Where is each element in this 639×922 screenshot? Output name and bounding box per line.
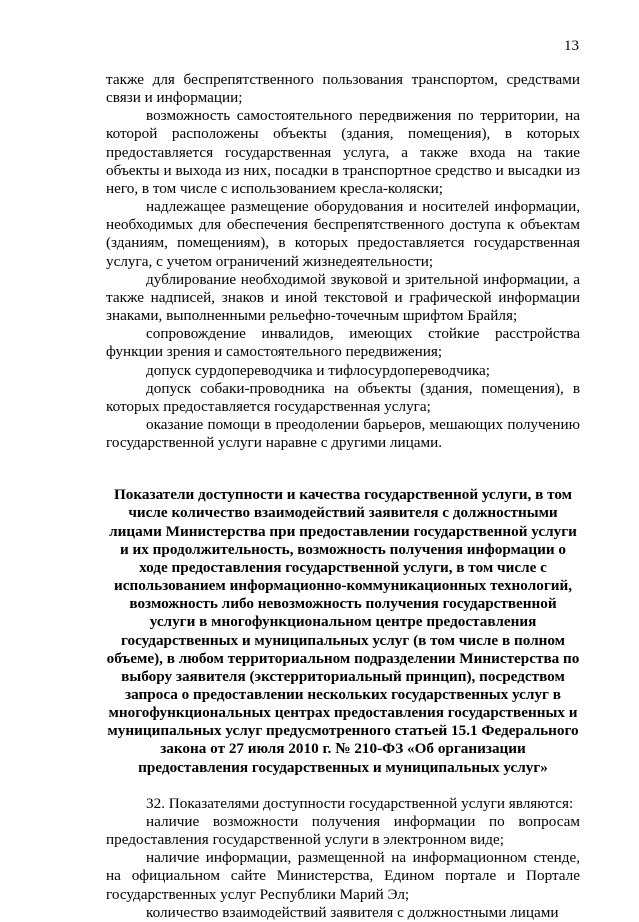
paragraph: допуск собаки-проводника на объекты (здания, помещения), в которых предоставляется государственная услуга; [106,379,580,415]
section-heading: Показатели доступности и качества государственной услуги, в том числе количество взаимодействий заявителя с должностными лицами Министерства при предоставлении государственной услуги и их продолжительность, возможность получения информации о ходе предоставления государственной услуги, в том числе с использованием информационно-коммуникационных технологий, возможность либо невозможность получения государственной услуги в многофункциональном центре предоставления государственных и муниципальных услуг (в том числе в полном объеме), в любом территориальном подразделении Министерства по выбору заявителя (экстерриториальный принцип), посредством запроса о предоставлении нескольких государственных услуг в многофункциональных центрах предоставления государственных и муниципальных услуг предусмотренного статьей 15.1 Федерального закона от 27 июля 2010 г. № 210-ФЗ «Об организации предоставления государственных и муниципальных услуг» [106,486,580,776]
paragraph: количество взаимодействий заявителя с должностными лицами [146,903,559,921]
paragraph: дублирование необходимой звуковой и зрительной информации, а также надписей, знаков и иной текстовой и графической информации знаками, выполненными рельефно-точечным шрифтом Брайля; [106,270,580,325]
paragraph: допуск сурдопереводчика и тифлосурдопереводчика; [146,361,490,379]
paragraph: также для беспрепятственного пользования транспортом, средствами связи и информации; [106,71,580,107]
page-number: 13 [564,38,579,54]
paragraph: 32. Показателями доступности государственной услуги являются: [146,794,574,812]
paragraph: наличие возможности получения информации по вопросам предоставления государственной услуги в электронном виде; [106,812,580,849]
paragraph: возможность самостоятельного передвижения по территории, на которой расположены объекты (здания, помещения), в которых предоставляется государственная услуга, а также входа на такие объекты и выхода из них, посадки в транспортное средство и высадки из него, в том числе с использованием кресла-коляски; [106,107,580,197]
paragraph: надлежащее размещение оборудования и носителей информации, необходимых для обеспечения беспрепятственного доступа к объектам (зданиям, помещениям), в которых предоставляется государственная услуга, с учетом ограничений жизнедеятельности; [106,198,580,270]
document-body [106,71,580,922]
paragraphs-top [106,71,580,452]
paragraph: сопровождение инвалидов, имеющих стойкие расстройства функции зрения и самостоятельного передвижения; [106,325,580,361]
paragraph: наличие информации, размещенной на информационном стенде, на официальном сайте Министерства, Едином портале и Портале государственных услуг Республики Марий Эл; [106,849,580,903]
paragraph: оказание помощи в преодолении барьеров, мешающих получению государственной услуги наравне с другими лицами. [106,415,580,452]
paragraphs-bottom [106,795,580,922]
